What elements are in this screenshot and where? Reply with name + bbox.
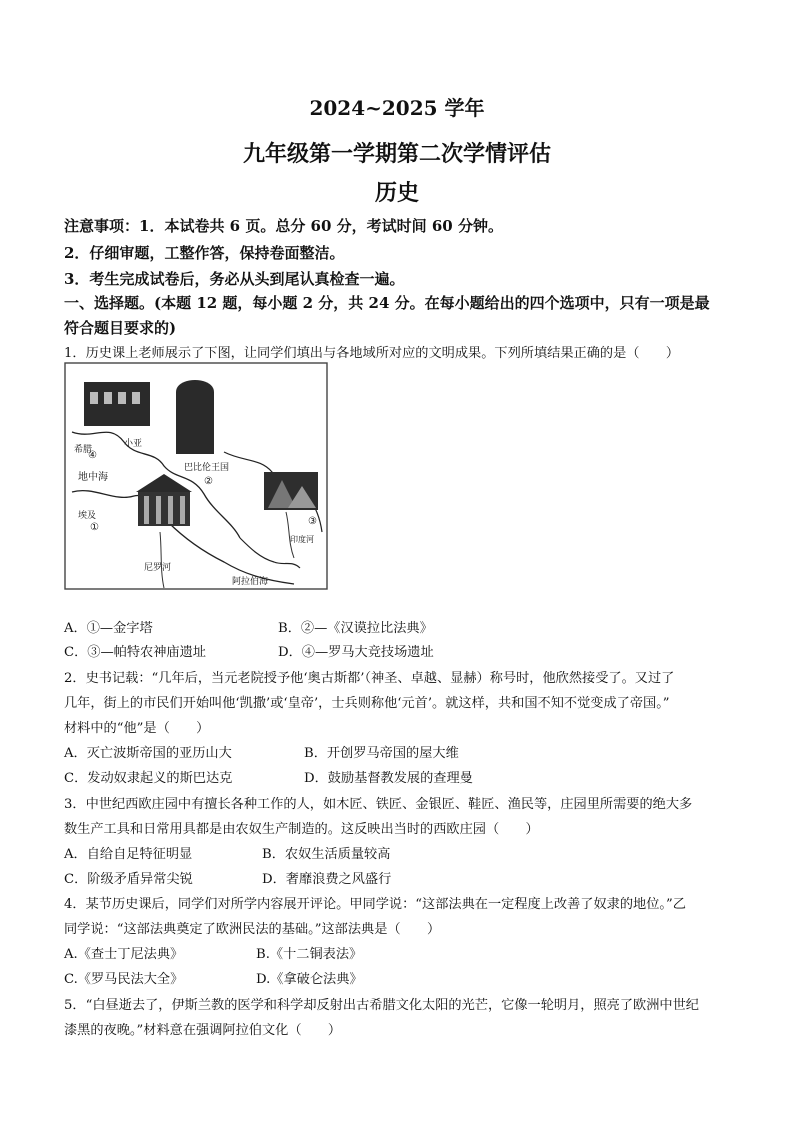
map-label-mediterranean: 地中海 (78, 472, 108, 483)
q1-option-a: A．①—金字塔 (64, 621, 153, 636)
q4-option-d: D.《拿破仑法典》 (256, 972, 363, 987)
question-5-line1: 5．“白昼逝去了，伊斯兰教的医学和科学却反射出古希腊文化太阳的光芒，它像一轮明月，照亮了欧洲中世纪 (64, 998, 699, 1013)
q1-option-d: D．④—罗马大竞技场遗址 (278, 645, 434, 660)
question-3-line1: 3．中世纪西欧庄园中有擅长各种工作的人，如木匠、铁匠、金银匠、鞋匠、渔民等，庄园里所需要的绝大多 (64, 797, 693, 812)
map-label-asia-minor: 小亚 (124, 439, 143, 449)
question-2-line2: 几年，街上的市民们开始叫他‘凯撒’或‘皇帝’，士兵则称他‘元首’。就这样，共和国不知不觉变成了帝国。” (64, 696, 670, 711)
question-4-line2: 同学说：“这部法典奠定了欧洲民法的基础。”这部法典是（ ） (64, 922, 441, 937)
question-4-line1: 4．某节历史课后，同学们对所学内容展开评论。甲同学说：“这部法典在一定程度上改善了奴隶的地位。”乙 (64, 897, 686, 912)
section-heading-line1: 一、选择题。(本题 12 题，每小题 2 分，共 24 分。在每小题给出的四个选项中，只有一项是最 (64, 294, 710, 312)
q3-option-c: C．阶级矛盾异常尖锐 (64, 872, 193, 887)
stele-picture (176, 380, 214, 454)
q2-option-a: A．灭亡波斯帝国的亚历山大 (64, 746, 232, 761)
exam-term: 九年级第一学期第二次学情评估 (242, 141, 551, 167)
map-label-circle3: ③ (308, 516, 317, 527)
map-label-circle1: ① (90, 522, 99, 533)
section-heading-line2: 符合题目要求的) (64, 319, 177, 337)
question-2-line1: 2．史书记载：“几年后，当元老院授予他‘奥古斯都’（神圣、卓越、显赫）称号时，他欣然接受了。又过了 (64, 671, 675, 686)
q3-option-d: D．奢靡浪费之风盛行 (262, 872, 392, 887)
q2-option-c: C．发动奴隶起义的斯巴达克 (64, 771, 233, 786)
map-label-arabian-sea: 阿拉伯海 (232, 577, 269, 587)
map-label-nile: 尼罗河 (144, 563, 172, 573)
note-3: 3．考生完成试卷后，务必从头到尾认真检查一遍。 (64, 270, 405, 288)
map-label-circle2: ② (204, 476, 213, 487)
exam-year: 2024~2025 学年 (309, 96, 485, 120)
question-3-line2: 数生产工具和日常用具都是由农奴生产制造的。这反映出当时的西欧庄园（ ） (64, 822, 539, 837)
ancient-civilizations-map (64, 362, 334, 594)
q1-option-c: C．③—帕特农神庙遗址 (64, 645, 206, 660)
map-label-hellas: 希腊 (74, 445, 93, 455)
map-label-circle4: ④ (88, 450, 97, 461)
q2-option-b: B．开创罗马帝国的屋大维 (304, 746, 459, 761)
colosseum-picture (84, 382, 150, 426)
question-1-text: 1．历史课上老师展示了下图，让同学们填出与各地域所对应的文明成果。下列所填结果正确的是（ ） (64, 346, 680, 361)
q2-option-d: D．鼓励基督教发展的查理曼 (304, 771, 473, 786)
q4-option-b: B.《十二铜表法》 (256, 947, 363, 962)
q3-option-b: B．农奴生活质量较高 (262, 847, 391, 862)
pyramids-picture (264, 472, 318, 510)
note-1: 注意事项：1．本试卷共 6 页。总分 60 分，考试时间 60 分钟。 (64, 217, 503, 235)
exam-subject: 历史 (374, 180, 419, 206)
question-5-line2: 漆黑的夜晚。”材料意在强调阿拉伯文化（ ） (64, 1023, 342, 1038)
note-2: 2．仔细审题，工整作答，保持卷面整洁。 (64, 244, 345, 262)
q3-option-a: A．自给自足特征明显 (64, 847, 193, 862)
q4-option-a: A.《查士丁尼法典》 (64, 947, 184, 962)
map-label-indus: 印度河 (290, 535, 314, 544)
map-label-babylon: 巴比伦王国 (184, 463, 230, 473)
q1-option-b: B．②—《汉谟拉比法典》 (278, 621, 433, 636)
map-label-egypt: 埃及 (78, 511, 97, 521)
q4-option-c: C.《罗马民法大全》 (64, 972, 184, 987)
question-2-line3: 材料中的“他”是（ ） (64, 721, 210, 736)
